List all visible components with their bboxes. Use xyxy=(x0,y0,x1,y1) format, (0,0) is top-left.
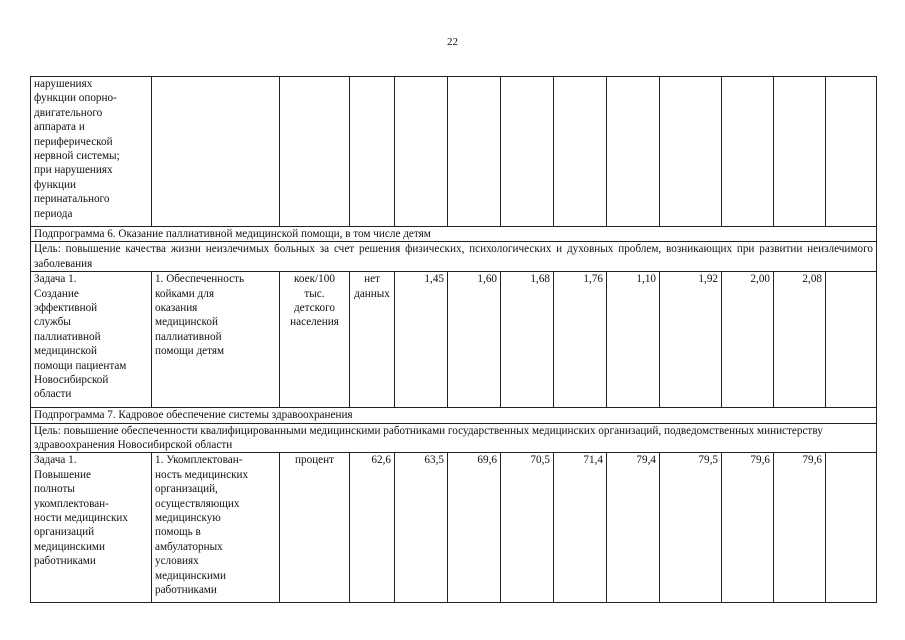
empty-cell xyxy=(607,77,660,227)
value-cell: 1,76 xyxy=(554,272,607,408)
value-cell: 63,5 xyxy=(395,453,448,603)
empty-cell xyxy=(826,77,877,227)
subprogram-title-row xyxy=(31,227,877,242)
empty-cell xyxy=(774,77,826,227)
value-cell: 79,4 xyxy=(607,453,660,603)
value-cell: 1,10 xyxy=(607,272,660,408)
value-cell xyxy=(826,453,877,603)
value-cell xyxy=(826,272,877,408)
value-cell: 1,60 xyxy=(448,272,501,408)
empty-cell xyxy=(280,77,350,227)
subprogram-7-goal: Цель: повышение обеспеченности квалифицированными медицинскими работниками государственных медицинских организаций, подведомственных министерству здравоохранения Новосибирской области xyxy=(31,423,877,453)
empty-cell xyxy=(448,77,501,227)
value-cell: 2,00 xyxy=(722,272,774,408)
value-cell: 71,4 xyxy=(554,453,607,603)
empty-cell xyxy=(554,77,607,227)
value-cell: 1,92 xyxy=(660,272,722,408)
table-row-continued xyxy=(31,77,877,227)
task-cell: Задача 1. Создание эффективной службы паллиативной медицинской помощи пациентам Новосибирской области xyxy=(31,272,152,408)
value-cell: 1,45 xyxy=(395,272,448,408)
unit-cell: процент xyxy=(280,453,350,603)
indicator-cell: 1. Укомплектован- ность медицинских организаций, осуществляющих медицинскую помощь в амбулаторных условиях медицинскими работниками xyxy=(152,453,280,603)
value-cell: 79,5 xyxy=(660,453,722,603)
table-row xyxy=(31,272,877,408)
subprogram-title-row xyxy=(31,408,877,423)
indicators-table xyxy=(30,76,877,603)
value-cell: 79,6 xyxy=(774,453,826,603)
goal-row xyxy=(31,242,877,272)
value-cell: 70,5 xyxy=(501,453,554,603)
value-cell: 69,6 xyxy=(448,453,501,603)
subprogram-6-title: Подпрограмма 6. Оказание паллиативной медицинской помощи, в том числе детям xyxy=(31,227,877,242)
empty-cell xyxy=(350,77,395,227)
value-cell: нет данных xyxy=(350,272,395,408)
page-number: 22 xyxy=(447,36,458,48)
empty-cell xyxy=(395,77,448,227)
empty-cell xyxy=(501,77,554,227)
subprogram-7-title: Подпрограмма 7. Кадровое обеспечение системы здравоохранения xyxy=(31,408,877,423)
indicator-cell: 1. Обеспеченность койками для оказания медицинской паллиативной помощи детям xyxy=(152,272,280,408)
empty-cell xyxy=(722,77,774,227)
value-cell: 62,6 xyxy=(350,453,395,603)
unit-cell: коек/100 тыс. детского населения xyxy=(280,272,350,408)
empty-cell xyxy=(152,77,280,227)
value-cell: 1,68 xyxy=(501,272,554,408)
table-row xyxy=(31,453,877,603)
empty-cell xyxy=(660,77,722,227)
value-cell: 2,08 xyxy=(774,272,826,408)
task-cell: нарушениях функции опорно- двигательного аппарата и периферической нервной системы; при нарушениях функции перинатального периода xyxy=(31,77,152,227)
value-cell: 79,6 xyxy=(722,453,774,603)
goal-row xyxy=(31,423,877,453)
task-cell: Задача 1. Повышение полноты укомплектован- ности медицинских организаций медицинскими работниками xyxy=(31,453,152,603)
subprogram-6-goal: Цель: повышение качества жизни неизлечимых больных за счет решения физических, психологических и духовных проблем, возникающих при развитии неизлечимого заболевания xyxy=(31,242,877,272)
